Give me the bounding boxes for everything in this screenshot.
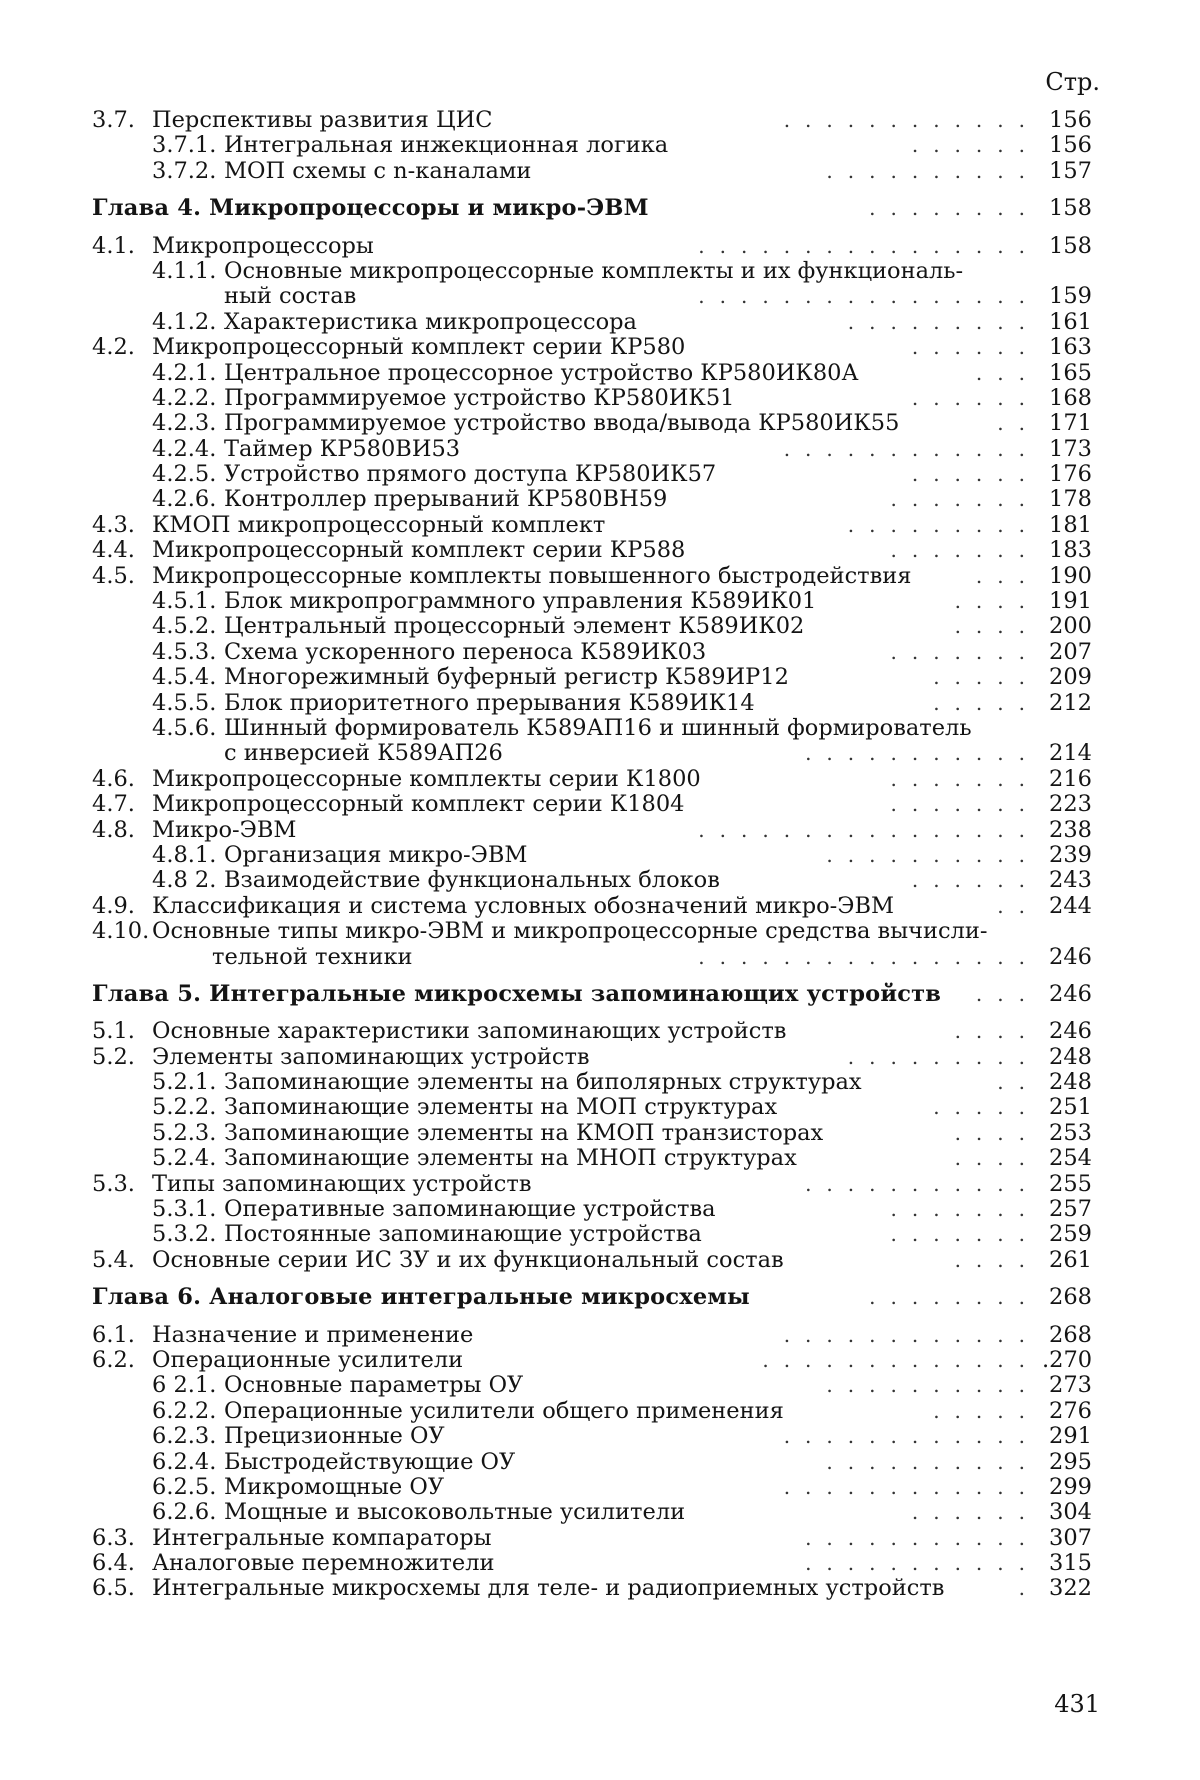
dot-leader: .... (955, 614, 1040, 639)
toc-entry-number: 4.5.5. (152, 691, 224, 716)
toc-entry-number: 3.7.2. (152, 159, 224, 184)
toc-entry-page: 243 (1042, 868, 1092, 893)
toc-entry-page: 238 (1042, 818, 1092, 843)
toc-entry-page: 158 (1042, 196, 1092, 221)
dot-leader: ........ (869, 1285, 1040, 1310)
toc-entry-title: Перспективы развития ЦИС (152, 108, 493, 133)
dot-leader: ....... (890, 1222, 1040, 1247)
dot-leader: ..... (933, 691, 1040, 716)
page-number: 431 (1020, 1690, 1100, 1718)
toc-entry-title: Основные параметры ОУ (224, 1373, 523, 1398)
toc-entry-number: 4.4. (92, 538, 152, 563)
toc-entry-page: 299 (1042, 1475, 1092, 1500)
toc-entry[interactable] (92, 259, 1092, 284)
toc-entry-page: 268 (1042, 1285, 1092, 1310)
dot-leader: ................ (698, 818, 1040, 843)
toc-entry-title: Микропроцессорный комплект серии КР580 (152, 335, 685, 360)
toc-entry-page: 200 (1042, 614, 1092, 639)
toc-entry-number: 6.2.3. (152, 1424, 224, 1449)
dot-leader: ....... (890, 640, 1040, 665)
toc-entry-page: 181 (1042, 513, 1092, 538)
toc-entry-title: Взаимодействие функциональных блоков (224, 868, 720, 893)
dot-leader: ..... (933, 1095, 1040, 1120)
toc-entry-title: Микромощные ОУ (224, 1475, 444, 1500)
toc-entry[interactable] (92, 1348, 1092, 1373)
toc-entry-number: 4.9. (92, 894, 152, 919)
toc-entry-title: Микропроцессорный комплект серии КР588 (152, 538, 685, 563)
toc-entry-number: 5.2.4. (152, 1146, 224, 1171)
toc-chapter-entry[interactable] (92, 982, 1092, 1007)
toc-entry[interactable] (92, 1424, 1092, 1449)
toc-entry-number: 3.7. (92, 108, 152, 133)
toc-entry-number: 4.8. (92, 818, 152, 843)
toc-entry[interactable] (92, 462, 1092, 487)
toc-entry-title: Прецизионные ОУ (224, 1424, 445, 1449)
toc-entry-title: Блок приоритетного прерывания К589ИК14 (224, 691, 755, 716)
dot-leader: .. (997, 894, 1040, 919)
dot-leader: ...... (912, 868, 1040, 893)
toc-entry-title: Программируемое устройство ввода/вывода КР580ИК55 (224, 411, 899, 436)
toc-entry-number: 5.2.1. (152, 1070, 224, 1095)
toc-entry-page: 223 (1042, 792, 1092, 817)
dot-leader: .... (955, 1121, 1040, 1146)
toc-entry[interactable] (92, 767, 1092, 792)
toc-entry[interactable] (92, 1045, 1092, 1070)
toc-entry-page: 176 (1042, 462, 1092, 487)
toc-entry-page: 178 (1042, 487, 1092, 512)
dot-leader: ......... (848, 1045, 1040, 1070)
toc-entry-title: Элементы запоминающих устройств (152, 1045, 590, 1070)
toc-entry-title: Глава 5. Интегральные микросхемы запоминающих устройств (92, 982, 941, 1007)
toc-entry[interactable] (92, 361, 1092, 386)
toc-entry[interactable] (92, 1248, 1092, 1273)
toc-entry[interactable] (92, 1197, 1092, 1222)
toc-entry-page: 216 (1042, 767, 1092, 792)
toc-entry-title: Блок микропрограммного управления К589ИК01 (224, 589, 816, 614)
toc-chapter-entry[interactable] (92, 1285, 1092, 1310)
toc-entry-page: 207 (1042, 640, 1092, 665)
toc-entry-page: 173 (1042, 437, 1092, 462)
toc-entry-number: 4.5.1. (152, 589, 224, 614)
toc-entry-number: 5.3. (92, 1172, 152, 1197)
toc-entry-page: 244 (1042, 894, 1092, 919)
toc-entry-title: Микро-ЭВМ (152, 818, 296, 843)
dot-leader: ............ (784, 108, 1040, 133)
book-page (0, 0, 1200, 1780)
toc-entry[interactable] (92, 614, 1092, 639)
dot-leader: ...... (912, 335, 1040, 360)
toc-entry-page: 251 (1042, 1095, 1092, 1120)
toc-entry-number: 5.3.1. (152, 1197, 224, 1222)
toc-entry[interactable] (92, 640, 1092, 665)
toc-entry-number: 4.1. (92, 234, 152, 259)
toc-entry-page: 156 (1042, 133, 1092, 158)
toc-entry-page: 246 (1042, 945, 1092, 970)
toc-entry-page: 212 (1042, 691, 1092, 716)
toc-entry[interactable] (92, 133, 1092, 158)
toc-entry-page: 273 (1042, 1373, 1092, 1398)
dot-leader: ......... (848, 310, 1040, 335)
toc-entry-title: с инверсией К589АП26 (224, 741, 503, 766)
toc-entry-title: Микропроцессорный комплект серии К1804 (152, 792, 685, 817)
toc-entry-page: 214 (1042, 741, 1092, 766)
toc-entry[interactable] (92, 716, 1092, 741)
toc-entry-title: Постоянные запоминающие устройства (224, 1222, 702, 1247)
toc-entry-page: 157 (1042, 159, 1092, 184)
toc-entry-number: 6.2.2. (152, 1399, 224, 1424)
toc-entry-title: КМОП микропроцессорный комплект (152, 513, 605, 538)
dot-leader: ...... (912, 462, 1040, 487)
toc-entry-title: Операционные усилители (152, 1348, 463, 1373)
toc-entry[interactable] (92, 411, 1092, 436)
toc-entry-page: .270 (1042, 1348, 1092, 1373)
toc-entry[interactable] (92, 792, 1092, 817)
toc-entry-page: 209 (1042, 665, 1092, 690)
toc-entry[interactable] (92, 564, 1092, 589)
toc-entry-page: 257 (1042, 1197, 1092, 1222)
toc-entry-page: 268 (1042, 1323, 1092, 1348)
toc-entry-title: Запоминающие элементы на МОП структурах (224, 1095, 777, 1120)
dot-leader: ............ (784, 1323, 1040, 1348)
toc-entry-number: 4.3. (92, 513, 152, 538)
toc-entry-title: Интегральные микросхемы для теле- и радиоприемных устройств (152, 1576, 944, 1601)
toc-entry-page: 239 (1042, 843, 1092, 868)
dot-leader: .... (955, 1146, 1040, 1171)
toc-entry-number: 6.2. (92, 1348, 152, 1373)
toc-entry-number: 5.2.2. (152, 1095, 224, 1120)
toc-entry[interactable] (92, 1551, 1092, 1576)
toc-entry-page: 163 (1042, 335, 1092, 360)
toc-entry-number: 4.1.1. (152, 259, 224, 284)
toc-entry[interactable] (92, 159, 1092, 184)
toc-entry-page: 254 (1042, 1146, 1092, 1171)
toc-entry[interactable] (92, 741, 1092, 766)
toc-entry-page: 248 (1042, 1045, 1092, 1070)
toc-entry[interactable] (92, 919, 1092, 944)
dot-leader: ............ (784, 1424, 1040, 1449)
dot-leader: .. (997, 1070, 1040, 1095)
dot-leader: ..... (933, 1399, 1040, 1424)
toc-entry-title: Запоминающие элементы на МНОП структурах (224, 1146, 797, 1171)
toc-entry-number: 6.3. (92, 1526, 152, 1551)
toc-entry-title: Запоминающие элементы на КМОП транзисторах (224, 1121, 823, 1146)
dot-leader: ........... (805, 1172, 1040, 1197)
toc-entry[interactable] (92, 1399, 1092, 1424)
toc-entry-title: Мощные и высоковольтные усилители (224, 1500, 685, 1525)
dot-leader: .... (955, 1248, 1040, 1273)
toc-entry-number: 5.1. (92, 1019, 152, 1044)
toc-entry-title: Глава 4. Микропроцессоры и микро-ЭВМ (92, 196, 649, 221)
dot-leader: ................ (698, 234, 1040, 259)
toc-entry[interactable] (92, 1121, 1092, 1146)
toc-entry[interactable] (92, 1373, 1092, 1398)
toc-entry[interactable] (92, 1222, 1092, 1247)
toc-entry-title: Оперативные запоминающие устройства (224, 1197, 716, 1222)
toc-entry-number: 6.2.5. (152, 1475, 224, 1500)
toc-entry-page: 291 (1042, 1424, 1092, 1449)
dot-leader: .......... (826, 159, 1040, 184)
toc-entry[interactable] (92, 868, 1092, 893)
toc-entry[interactable] (92, 1475, 1092, 1500)
toc-entry-page: 255 (1042, 1172, 1092, 1197)
toc-entry-number: 4.5.3. (152, 640, 224, 665)
dot-leader: .......... (826, 843, 1040, 868)
toc-entry-page: 261 (1042, 1248, 1092, 1273)
toc-entry[interactable] (92, 538, 1092, 563)
toc-entry-page: 307 (1042, 1526, 1092, 1551)
toc-entry-number: 4.5.4. (152, 665, 224, 690)
toc-entry-title: Глава 6. Аналоговые интегральные микросхемы (92, 1285, 750, 1310)
toc-entry-number: 4.6. (92, 767, 152, 792)
toc-entry-number: 4.2.1. (152, 361, 224, 386)
toc-entry-title: Операционные усилители общего применения (224, 1399, 784, 1424)
dot-leader: ....... (890, 538, 1040, 563)
toc-entry-title: Микропроцессорные комплекты серии К1800 (152, 767, 701, 792)
toc-entry[interactable] (92, 108, 1092, 133)
dot-leader: ....... (890, 767, 1040, 792)
toc-entry-title: Быстродействующие ОУ (224, 1450, 515, 1475)
toc-entry-number: 6.1. (92, 1323, 152, 1348)
dot-leader: ...... (912, 1500, 1040, 1525)
toc-entry[interactable] (92, 1172, 1092, 1197)
dot-leader: ........... (805, 1526, 1040, 1551)
toc-entry-number: 6.4. (92, 1551, 152, 1576)
toc-entry-title: Запоминающие элементы на биполярных структурах (224, 1070, 862, 1095)
dot-leader: ............ (784, 437, 1040, 462)
toc-entry[interactable] (92, 310, 1092, 335)
toc-entry[interactable] (92, 1526, 1092, 1551)
dot-leader: ........ (869, 196, 1040, 221)
toc-entry[interactable] (92, 513, 1092, 538)
dot-leader: .......... (826, 1373, 1040, 1398)
toc-entry[interactable] (92, 1070, 1092, 1095)
toc-entry[interactable] (92, 1576, 1092, 1601)
toc-entry-number: 5.2.3. (152, 1121, 224, 1146)
toc-entry-page: 246 (1042, 1019, 1092, 1044)
dot-leader: ................ (698, 945, 1040, 970)
toc-entry-title: Устройство прямого доступа КР580ИК57 (224, 462, 716, 487)
dot-leader: ............. (762, 1348, 1040, 1373)
toc-entry-title: тельной техники (212, 945, 413, 970)
toc-entry-page: 295 (1042, 1450, 1092, 1475)
toc-entry-number: 4.1.2. (152, 310, 224, 335)
toc-entry-number: 4.5.6. (152, 716, 224, 741)
dot-leader: .... (955, 589, 1040, 614)
toc-entry-page: 165 (1042, 361, 1092, 386)
toc-entry-number: 4.7. (92, 792, 152, 817)
toc-entry[interactable] (92, 335, 1092, 360)
toc-entry-page: 158 (1042, 234, 1092, 259)
toc-entry-number: 6.2.6. (152, 1500, 224, 1525)
dot-leader: .. (997, 411, 1040, 436)
toc-entry-number: 4.8.1. (152, 843, 224, 868)
dot-leader: ...... (912, 133, 1040, 158)
toc-entry-title: Типы запоминающих устройств (152, 1172, 532, 1197)
dot-leader: ...... (912, 386, 1040, 411)
toc-entry-title: Характеристика микропроцессора (224, 310, 637, 335)
toc-entry-number: 4.2.5. (152, 462, 224, 487)
toc-entry-title: Контроллер прерываний КР580ВН59 (224, 487, 667, 512)
dot-leader: . (1019, 1576, 1040, 1601)
toc-entry[interactable] (92, 1146, 1092, 1171)
toc-entry-number: 4.2.6. (152, 487, 224, 512)
toc-entry-page: 253 (1042, 1121, 1092, 1146)
toc-entry-title: Классификация и система условных обозначений микро-ЭВМ (152, 894, 894, 919)
toc-entry-number: 4.2.3. (152, 411, 224, 436)
toc-entry[interactable] (92, 894, 1092, 919)
toc-entry-page: 191 (1042, 589, 1092, 614)
toc-entry-title: Программируемое устройство КР580ИК51 (224, 386, 734, 411)
dot-leader: ... (976, 564, 1040, 589)
toc-entry-number: 6.2.4. (152, 1450, 224, 1475)
toc-entry-title: Основные серии ИС ЗУ и их функциональный состав (152, 1248, 784, 1273)
toc-entry[interactable] (92, 691, 1092, 716)
toc-chapter-entry[interactable] (92, 196, 1092, 221)
dot-leader: ....... (890, 487, 1040, 512)
toc-entry[interactable] (92, 1323, 1092, 1348)
toc-entry-number: 5.2. (92, 1045, 152, 1070)
dot-leader: .......... (826, 1450, 1040, 1475)
toc-entry-page: 248 (1042, 1070, 1092, 1095)
dot-leader: ... (976, 361, 1040, 386)
dot-leader: .... (955, 1019, 1040, 1044)
dot-leader: ..... (933, 665, 1040, 690)
dot-leader: ........... (805, 741, 1040, 766)
page-column-header: Стр. (1020, 68, 1100, 96)
toc-entry-page: 315 (1042, 1551, 1092, 1576)
toc-entry-number: 6 2.1. (152, 1373, 224, 1398)
toc-entry-number: 4.5.2. (152, 614, 224, 639)
toc-entry-title: Интегральная инжекционная логика (224, 133, 668, 158)
toc-entry[interactable] (92, 1450, 1092, 1475)
toc-entry[interactable] (92, 487, 1092, 512)
toc-entry-title: Основные характеристики запоминающих устройств (152, 1019, 786, 1044)
toc-entry[interactable] (92, 284, 1092, 309)
toc-entry[interactable] (92, 589, 1092, 614)
toc-entry-page: 156 (1042, 108, 1092, 133)
toc-entry-title: Основные типы микро-ЭВМ и микропроцессорные средства вычисли- (152, 919, 988, 944)
toc-entry-number: 5.3.2. (152, 1222, 224, 1247)
toc-entry-title: Основные микропроцессорные комплекты и их функциональ- (224, 259, 963, 284)
toc-entry-page: 304 (1042, 1500, 1092, 1525)
toc-entry-page: 322 (1042, 1576, 1092, 1601)
toc-entry-number: 6.5. (92, 1576, 152, 1601)
toc-entry-number: 4.10. (92, 919, 152, 944)
table-of-contents (92, 108, 1092, 1602)
toc-entry-page: 246 (1042, 982, 1092, 1007)
toc-entry-title: Организация микро-ЭВМ (224, 843, 527, 868)
toc-entry-page: 171 (1042, 411, 1092, 436)
toc-entry[interactable] (92, 818, 1092, 843)
toc-entry-number: 4.2.4. (152, 437, 224, 462)
toc-entry-page: 168 (1042, 386, 1092, 411)
toc-entry-number: 4.8 2. (152, 868, 224, 893)
toc-entry-title: МОП схемы с n-каналами (224, 159, 531, 184)
toc-entry-number: 3.7.1. (152, 133, 224, 158)
toc-entry[interactable] (92, 945, 1092, 970)
toc-entry-title: Таймер КР580ВИ53 (224, 437, 460, 462)
toc-entry-page: 190 (1042, 564, 1092, 589)
dot-leader: ....... (890, 792, 1040, 817)
toc-entry-title: Интегральные компараторы (152, 1526, 492, 1551)
toc-entry-title: Аналоговые перемножители (152, 1551, 495, 1576)
toc-entry-title: ный состав (224, 284, 356, 309)
toc-entry-title: Схема ускоренного переноса К589ИК03 (224, 640, 706, 665)
toc-entry-number: 4.2. (92, 335, 152, 360)
toc-entry[interactable] (92, 1019, 1092, 1044)
dot-leader: ......... (848, 513, 1040, 538)
toc-entry-page: 183 (1042, 538, 1092, 563)
toc-entry-number: 5.4. (92, 1248, 152, 1273)
toc-entry-page: 259 (1042, 1222, 1092, 1247)
toc-entry-title: Микропроцессоры (152, 234, 374, 259)
toc-entry-page: 159 (1042, 284, 1092, 309)
toc-entry-page: 276 (1042, 1399, 1092, 1424)
toc-entry[interactable] (92, 234, 1092, 259)
toc-entry[interactable] (92, 665, 1092, 690)
dot-leader: ............ (784, 1475, 1040, 1500)
toc-entry-title: Многорежимный буферный регистр К589ИР12 (224, 665, 789, 690)
dot-leader: ....... (890, 1197, 1040, 1222)
toc-entry[interactable] (92, 386, 1092, 411)
toc-entry[interactable] (92, 1500, 1092, 1525)
toc-entry-title: Назначение и применение (152, 1323, 473, 1348)
toc-entry-number: 4.2.2. (152, 386, 224, 411)
toc-entry-title: Микропроцессорные комплекты повышенного быстродействия (152, 564, 912, 589)
toc-entry[interactable] (92, 843, 1092, 868)
dot-leader: ... (976, 982, 1040, 1007)
toc-entry-title: Шинный формирователь К589АП16 и шинный формирователь (224, 716, 972, 741)
dot-leader: ........... (805, 1551, 1040, 1576)
toc-entry-page: 161 (1042, 310, 1092, 335)
dot-leader: ................ (698, 284, 1040, 309)
toc-entry-title: Центральное процессорное устройство КР580ИК80А (224, 361, 859, 386)
toc-entry-title: Центральный процессорный элемент К589ИК02 (224, 614, 804, 639)
toc-entry[interactable] (92, 1095, 1092, 1120)
toc-entry-number: 4.5. (92, 564, 152, 589)
toc-entry[interactable] (92, 437, 1092, 462)
